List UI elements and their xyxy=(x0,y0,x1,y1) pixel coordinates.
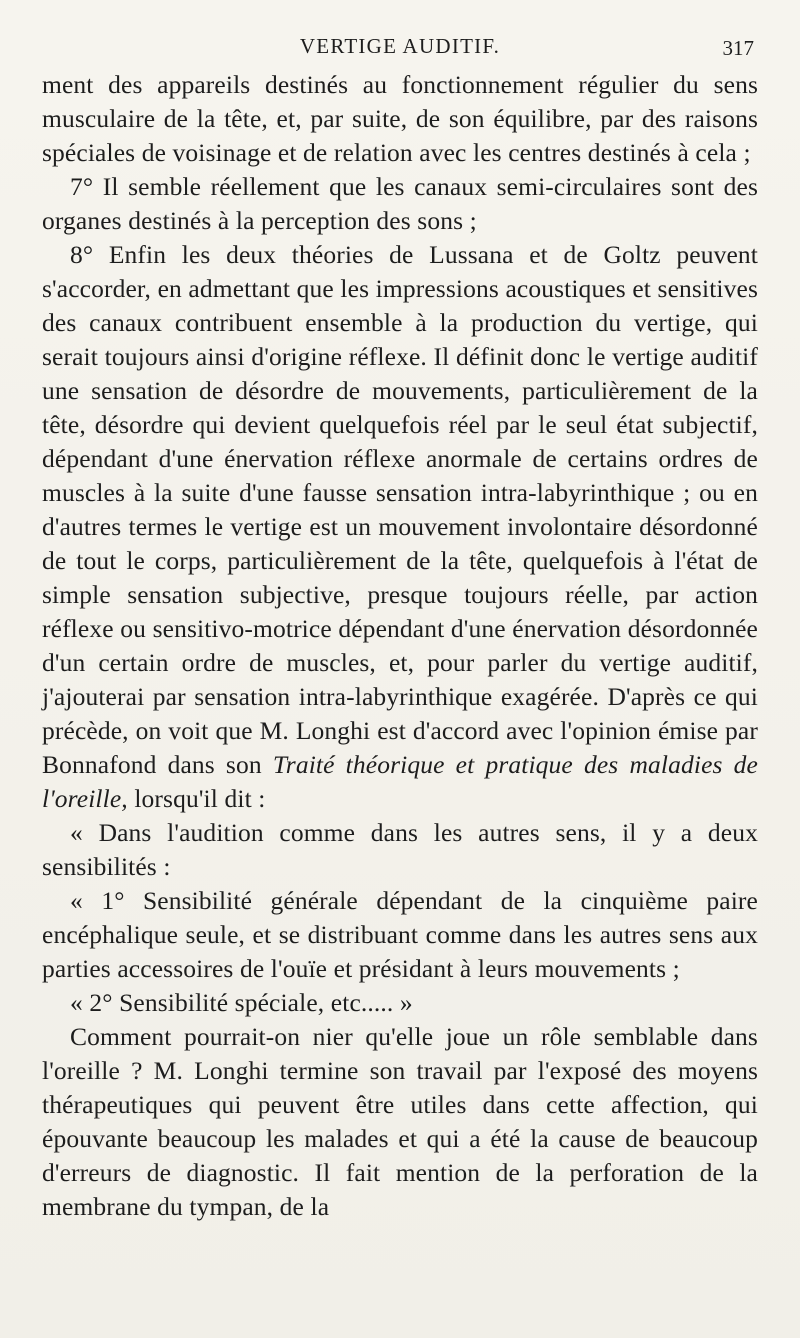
quote-paragraph: « Dans l'audition comme dans les autres sens, il y a deux sensibilités : xyxy=(42,818,758,881)
page-header xyxy=(42,28,758,64)
body-text xyxy=(42,68,758,1224)
quote-paragraph: « 2° Sensibilité spéciale, etc..... » xyxy=(70,988,413,1017)
paragraph xyxy=(42,238,758,816)
quote-paragraph: « 1° Sensibilité générale dépendant de la cinquième paire encéphalique seule, et se distribuant comme dans les autres sens aux parties accessoires de l'ouïe et présidant à leurs mouvements ; xyxy=(42,886,758,983)
paragraph-text: 8° Enfin les deux théories de Lussana et de Goltz peuvent s'accorder, en admettant que les impressions acoustiques et sensitives des canaux contribuent ensemble à la production du vertige, qui serait toujours ainsi d'origine réflexe. Il définit donc le vertige auditif une sensation de désordre de mouvements, particulièrement de la tête, désordre qui devient quelquefois réel par le seul état subjectif, dépendant d'une énervation réflexe anormale de certains ordres de muscles à la suite d'une fausse sensation intra-labyrinthique ; ou en d'autres termes le vertige est un mouvement involontaire désordonné de tout le corps, particulièrement de la tête, quelquefois à l'état de simple sensation subjective, presque toujours réelle, par action réflexe ou sensitivo-motrice dépendant d'une énervation désordonnée d'un certain ordre de muscles, et, pour parler du vertige auditif, j'ajouterai par sensation intra-labyrinthique exagérée. D'après ce qui précède, on voit que M. Longhi est d'accord avec l'opinion émise par Bonnafond dans son xyxy=(42,240,758,779)
paragraph-tail: lorsqu'il dit : xyxy=(127,784,266,813)
paragraph: Comment pourrait-on nier qu'elle joue un rôle semblable dans l'oreille ? M. Longhi termine son travail par l'exposé des moyens thérapeutiques qui peuvent être utiles dans cette affection, qui épouvante beaucoup les malades et qui a été la cause de beaucoup d'erreurs de diagnostic. Il fait mention de la perforation de la membrane du tympan, de la xyxy=(42,1022,758,1221)
paragraph: 7° Il semble réellement que les canaux semi-circulaires sont des organes destinés à la perception des sons ; xyxy=(42,172,758,235)
paragraph: ment des appareils destinés au fonctionnement régulier du sens musculaire de la tête, et, par suite, de son équilibre, par des raisons spéciales de voisinage et de relation avec les centres destinés à cela ; xyxy=(42,70,758,167)
page-number: 317 xyxy=(722,36,754,60)
running-title: VERTIGE AUDITIF. xyxy=(299,34,501,58)
book-title: Traité théorique et pratique des maladies de l'oreille, xyxy=(42,750,758,813)
